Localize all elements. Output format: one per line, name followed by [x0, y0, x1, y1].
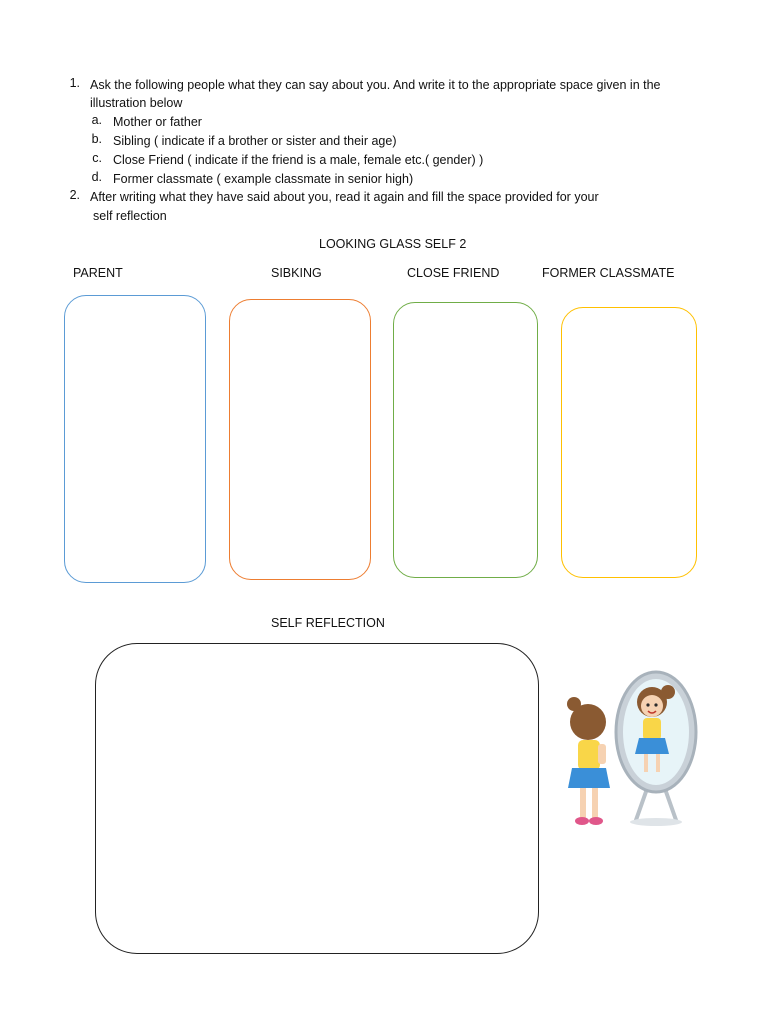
close-friend-label: CLOSE FRIEND — [407, 266, 500, 280]
subitem-c-letter: c. — [92, 151, 102, 165]
subitem-c-text: Close Friend ( indicate if the friend is a male, female etc.( gender) ) — [113, 153, 484, 167]
item-2-number: 2. — [69, 188, 80, 202]
former-classmate-label: FORMER CLASSMATE — [542, 266, 675, 280]
subitem-a-text: Mother or father — [113, 115, 202, 129]
close-friend-answer-box[interactable] — [393, 302, 538, 578]
girl-looking-in-mirror-icon — [560, 668, 700, 838]
item-1-text-line1: Ask the following people what they can say about you. And write it to the appropriate space given in the — [90, 78, 661, 92]
sibling-label: SIBKING — [271, 266, 322, 280]
item-1-text-line2: illustration below — [90, 96, 183, 110]
item-1-number: 1. — [69, 76, 80, 90]
section-title: LOOKING GLASS SELF 2 — [319, 237, 467, 251]
subitem-b-text: Sibling ( indicate if a brother or sister and their age) — [113, 134, 397, 148]
self-reflection-box[interactable] — [95, 643, 539, 954]
subitem-d-text: Former classmate ( example classmate in senior high) — [113, 172, 414, 186]
subitem-a-letter: a. — [91, 113, 102, 127]
subitem-d-letter: d. — [91, 170, 102, 184]
former-classmate-answer-box[interactable] — [561, 307, 697, 578]
parent-label: PARENT — [73, 266, 123, 280]
subitem-b-letter: b. — [91, 132, 102, 146]
self-reflection-label: SELF REFLECTION — [271, 616, 385, 630]
parent-answer-box[interactable] — [64, 295, 206, 583]
item-2-text-line1: After writing what they have said about you, read it again and fill the space provided for your — [90, 190, 599, 204]
sibling-answer-box[interactable] — [229, 299, 371, 580]
item-2-text-line2: self reflection — [93, 209, 167, 223]
